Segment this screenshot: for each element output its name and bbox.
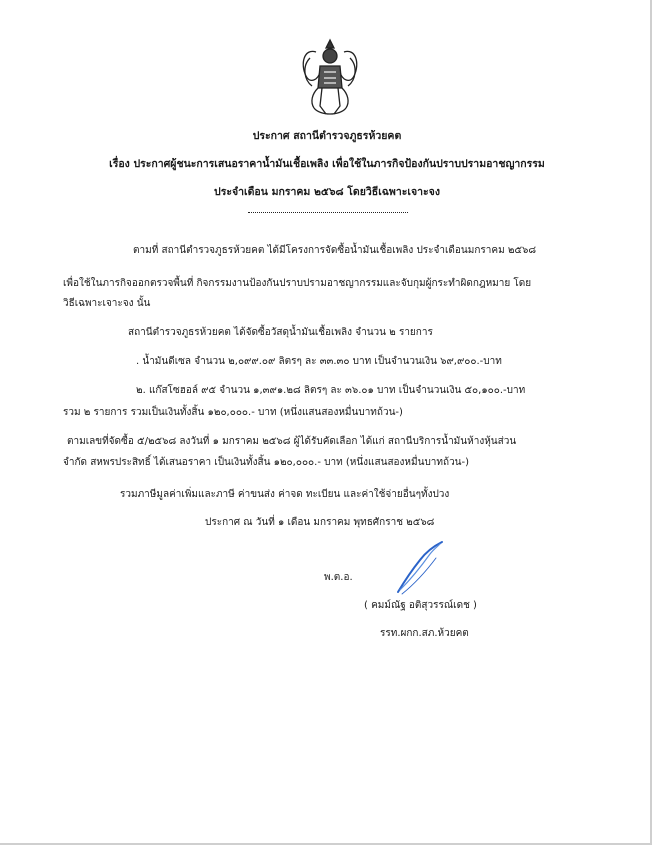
garuda-emblem <box>296 36 364 120</box>
signatory-rank: พ.ต.อ. <box>324 572 353 583</box>
announcement-title: ประกาศ สถานีตำรวจภูธรห้วยคต <box>252 130 402 142</box>
announcement-subject: เรื่อง ประกาศผู้ชนะการเสนอราคาน้ำมันเชื้อเพลิง เพื่อใช้ในภารกิจป้องกันปราบปรามอาชญากรรม <box>109 158 545 170</box>
dotted-divider <box>248 212 408 213</box>
signatory-position: รรท.ผกก.สภ.ห้วยคต <box>380 628 469 639</box>
paragraph-1-line-3: วิธีเฉพาะเจาะจง นั้น <box>63 298 151 309</box>
paragraph-3-line-1: ตามเลขที่จัดซื้อ ๕/๒๕๖๘ ลงวันที่ ๑ มกราคม ๒๕๖๘ ผู้ได้รับคัดเลือก ได้แก่ สถานีบริการน้ำมันห้างหุ้นส่วน <box>67 436 517 447</box>
paragraph-1-line-2: เพื่อใช้ในภารกิจออกตรวจพื้นที่ กิจกรรมงานป้องกันปราบปรามอาชญากรรมและจับกุมผู้กระทำผิดกฎหมาย โดย <box>63 278 532 289</box>
announcement-period: ประจำเดือน มกราคม ๒๕๖๘ โดยวิธีเฉพาะเจาะจง <box>214 186 440 198</box>
item-diesel: . น้ำมันดีเซล จำนวน ๒,๐๙๙.๐๙ ลิตรๆ ละ ๓๓.๓๐ บาท เป็นจำนวนเงิน ๖๙,๙๐๐.-บาท <box>136 356 502 367</box>
paragraph-1-line-1: ตามที่ สถานีตำรวจภูธรห้วยคต ได้มีโครงการจัดซื้อน้ำมันเชื้อเพลิง ประจำเดือนมกราคม ๒๕๖๘ <box>133 245 537 256</box>
paragraph-3-line-2: จำกัด สหพรประสิทธิ์ ได้เสนอราคา เป็นเงินทั้งสิ้น ๑๒๐,๐๐๐.- บาท (หนึ่งแสนสองหมื่นบาทถ้วน-) <box>63 457 470 468</box>
signatory-name: ( คมม์ณัฐ อติสุวรรณ์เดช ) <box>364 600 477 611</box>
item-gasohol-95: ๒. แก๊สโซฮอล์ ๙๕ จำนวน ๑,๓๙๑.๒๘ ลิตรๆ ละ ๓๖.๐๑ บาท เป็นจำนวนเงิน ๕๐,๑๐๐.-บาท <box>136 385 526 396</box>
paragraph-2: สถานีตำรวจภูธรห้วยคต ได้จัดซื้อวัสดุน้ำมันเชื้อเพลิง จำนวน ๒ รายการ <box>128 327 433 338</box>
signature-mark <box>390 540 450 598</box>
vat-note: รวมภาษีมูลค่าเพิ่มและภาษี ค่าขนส่ง ค่าจด ทะเบียน และค่าใช้จ่ายอื่นๆทั้งปวง <box>120 489 450 500</box>
total-line: รวม ๒ รายการ รวมเป็นเงินทั้งสิ้น ๑๒๐,๐๐๐.- บาท (หนึ่งแสนสองหมื่นบาทถ้วน-) <box>63 407 403 418</box>
announce-date: ประกาศ ณ วันที่ ๑ เดือน มกราคม พุทธศักราช ๒๕๖๘ <box>205 517 435 528</box>
